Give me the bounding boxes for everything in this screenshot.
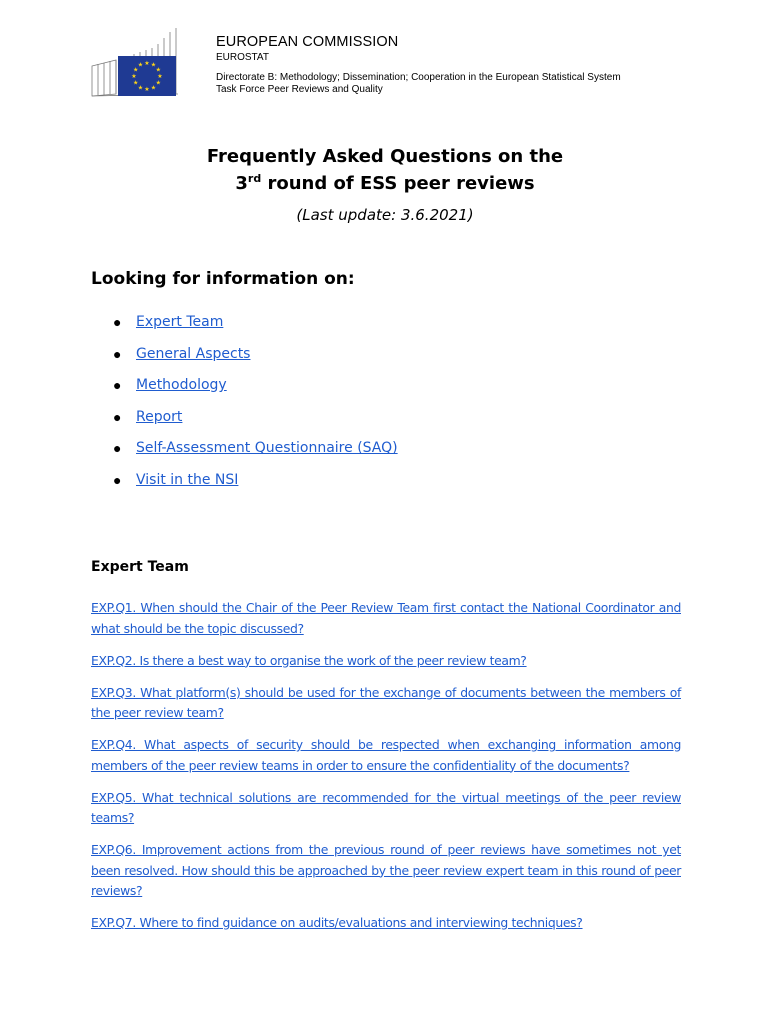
question-link-exp-q3[interactable]: EXP.Q3. What platform(s) should be used for the exchange of documents between the members of the peer review team? bbox=[91, 684, 681, 720]
section-heading-expert-team: Expert Team bbox=[91, 559, 189, 575]
question-link-exp-q1[interactable]: EXP.Q1. When should the Chair of the Peer Review Team first contact the National Coordinator and what should be the topic discussed? bbox=[91, 600, 681, 636]
toc-heading: Looking for information on: bbox=[91, 269, 355, 289]
title-ordinal-number: 3 bbox=[235, 173, 248, 194]
task-force-line: Task Force Peer Reviews and Quality bbox=[216, 84, 383, 95]
toc-item bbox=[91, 438, 398, 470]
bullet-icon: ● bbox=[113, 471, 122, 488]
european-commission-logo bbox=[88, 24, 180, 98]
table-of-contents bbox=[91, 312, 398, 502]
toc-link-saq[interactable]: Self-Assessment Questionnaire (SAQ) bbox=[136, 440, 398, 457]
bullet-icon: ● bbox=[113, 377, 122, 394]
bullet-icon: ● bbox=[113, 408, 122, 425]
toc-link-visit-nsi[interactable]: Visit in the NSI bbox=[136, 471, 239, 488]
organization-name: EUROPEAN COMMISSION bbox=[216, 34, 399, 50]
toc-link-methodology[interactable]: Methodology bbox=[136, 377, 227, 394]
eu-star-icon: ★ bbox=[133, 67, 139, 74]
eu-star-icon: ★ bbox=[144, 87, 150, 93]
eu-star-icon: ★ bbox=[144, 61, 150, 67]
toc-link-general-aspects[interactable]: General Aspects bbox=[136, 345, 251, 362]
title-line-2-rest: round of ESS peer reviews bbox=[261, 173, 535, 194]
directorate-info bbox=[216, 72, 621, 96]
eu-star-icon: ★ bbox=[155, 67, 161, 74]
eu-star-icon: ★ bbox=[137, 85, 144, 92]
eu-star-icon: ★ bbox=[150, 85, 157, 92]
eu-star-icon: ★ bbox=[133, 80, 139, 87]
last-update: (Last update: 3.6.2021) bbox=[296, 206, 474, 224]
question-link-exp-q5[interactable]: EXP.Q5. What technical solutions are recommended for the virtual meetings of the peer review teams? bbox=[91, 789, 681, 825]
toc-link-expert-team[interactable]: Expert Team bbox=[136, 314, 224, 330]
directorate-line: Directorate B: Methodology; Dissemination; Cooperation in the European Statistical System bbox=[216, 72, 621, 83]
title-ordinal-suffix: rd bbox=[247, 172, 262, 185]
bullet-icon: ● bbox=[113, 345, 122, 362]
sub-organization: EUROSTAT bbox=[216, 52, 269, 63]
toc-item bbox=[91, 312, 398, 344]
question-list bbox=[91, 598, 681, 945]
question-link-exp-q7[interactable]: EXP.Q7. Where to find guidance on audits/evaluations and interviewing techniques? bbox=[91, 915, 583, 930]
toc-item bbox=[91, 375, 398, 407]
eu-star-icon: ★ bbox=[137, 62, 144, 69]
title-line-2 bbox=[0, 170, 770, 197]
question-link-exp-q2[interactable]: EXP.Q2. Is there a best way to organise the work of the peer review team? bbox=[91, 652, 527, 668]
toc-item bbox=[91, 407, 398, 439]
question-link-exp-q6[interactable]: EXP.Q6. Improvement actions from the previous round of peer reviews have sometimes not yet been resolved. How should this be approached by the peer review expert team in this round of peer reviews? bbox=[91, 842, 681, 898]
eu-star-icon: ★ bbox=[157, 74, 163, 80]
bullet-icon: ● bbox=[113, 314, 122, 330]
eu-star-icon: ★ bbox=[155, 80, 161, 87]
eu-star-icon: ★ bbox=[150, 62, 157, 69]
toc-link-report[interactable]: Report bbox=[136, 408, 183, 425]
eu-star-icon: ★ bbox=[131, 74, 137, 80]
toc-item bbox=[91, 470, 398, 502]
title-line-1: Frequently Asked Questions on the bbox=[206, 146, 564, 167]
page-title bbox=[0, 143, 770, 197]
toc-item bbox=[91, 344, 398, 376]
question-link-exp-q4[interactable]: EXP.Q4. What aspects of security should be respected when exchanging information among members of the peer review teams in order to ensure the confidentiality of the documents? bbox=[91, 737, 681, 773]
document-header bbox=[0, 0, 770, 110]
bullet-icon: ● bbox=[113, 440, 122, 457]
